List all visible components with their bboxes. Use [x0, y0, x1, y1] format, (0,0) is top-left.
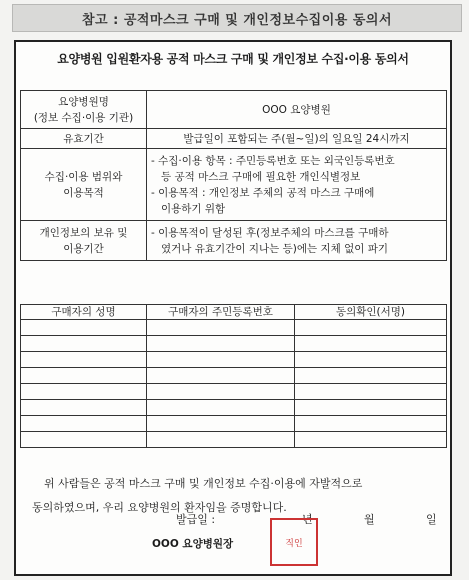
table-row	[21, 336, 447, 352]
issue-date-label: 발급일 :	[176, 513, 216, 526]
buyer-id-cell[interactable]	[147, 368, 295, 384]
buyer-signature-cell[interactable]	[295, 416, 447, 432]
official-seal-box: 직인	[270, 518, 318, 566]
buyer-id-cell[interactable]	[147, 320, 295, 336]
director-signature: OOO 요양병원장	[152, 538, 234, 550]
signature-table	[20, 304, 447, 448]
consent-form	[14, 40, 452, 576]
buyer-name-cell[interactable]	[21, 368, 147, 384]
buyer-signature-cell[interactable]	[295, 368, 447, 384]
hospital-value: OOO 요양병원	[147, 91, 447, 129]
hospital-row	[21, 91, 447, 129]
table-row	[21, 320, 447, 336]
form-title: 요양병원 입원환자용 공적 마스크 구매 및 개인정보 수집·이용 동의서	[57, 52, 409, 66]
table-row	[21, 432, 447, 448]
buyer-id-cell[interactable]	[147, 432, 295, 448]
signature-header-row	[21, 305, 447, 320]
buyer-signature-cell[interactable]	[295, 384, 447, 400]
header-consent-signature: 동의확인(서명)	[295, 305, 447, 320]
buyer-id-cell[interactable]	[147, 352, 295, 368]
scope-value: - 수집·이용 항목 : 주민등록번호 또는 외국인등록번호 등 공적 마스크 구매에 필요한 개인식별정보 - 이용목적 : 개인정보 주체의 공적 마스크 구매에 이용하기 위함	[147, 149, 447, 221]
table-row	[21, 384, 447, 400]
retention-row	[21, 221, 447, 261]
table-row	[21, 416, 447, 432]
buyer-id-cell[interactable]	[147, 384, 295, 400]
scope-label: 수집·이용 범위와 이용목적	[21, 149, 147, 221]
buyer-signature-cell[interactable]	[295, 352, 447, 368]
retention-value: - 이용목적이 달성된 후(정보주체의 마스크를 구매하 였거나 유효기간이 지나는 등)에는 지체 없이 파기	[147, 221, 447, 261]
buyer-signature-cell[interactable]	[295, 336, 447, 352]
header-id-number: 구매자의 주민등록번호	[147, 305, 295, 320]
buyer-signature-cell[interactable]	[295, 320, 447, 336]
buyer-id-cell[interactable]	[147, 400, 295, 416]
header-name: 구매자의 성명	[21, 305, 147, 320]
retention-label: 개인정보의 보유 및 이용기간	[21, 221, 147, 261]
table-row	[21, 352, 447, 368]
buyer-signature-cell[interactable]	[295, 432, 447, 448]
buyer-name-cell[interactable]	[21, 336, 147, 352]
buyer-name-cell[interactable]	[21, 352, 147, 368]
validity-row	[21, 129, 447, 149]
buyer-signature-cell[interactable]	[295, 400, 447, 416]
scope-row	[21, 149, 447, 221]
buyer-name-cell[interactable]	[21, 432, 147, 448]
validity-label: 유효기간	[21, 129, 147, 149]
buyer-name-cell[interactable]	[21, 320, 147, 336]
buyer-name-cell[interactable]	[21, 384, 147, 400]
consent-statement: 위 사람들은 공적 마스크 구매 및 개인정보 수집·이용에 자발적으로 동의하였으며, 우리 요양병원의 환자임을 증명합니다.	[32, 477, 363, 514]
issue-date-year: 년	[302, 513, 313, 526]
info-table	[20, 90, 447, 261]
table-row	[21, 400, 447, 416]
validity-value: 발급일이 포함되는 주(월~일)의 일요일 24시까지	[147, 129, 447, 149]
hospital-label: 요양병원명 (정보 수집·이용 기관)	[21, 91, 147, 129]
issue-date-month: 월	[364, 513, 375, 526]
issue-date-day: 일	[426, 513, 437, 526]
buyer-id-cell[interactable]	[147, 336, 295, 352]
reference-banner: 참고 : 공적마스크 구매 및 개인정보수집이용 동의서	[12, 4, 462, 32]
buyer-id-cell[interactable]	[147, 416, 295, 432]
buyer-name-cell[interactable]	[21, 400, 147, 416]
table-row	[21, 368, 447, 384]
buyer-name-cell[interactable]	[21, 416, 147, 432]
